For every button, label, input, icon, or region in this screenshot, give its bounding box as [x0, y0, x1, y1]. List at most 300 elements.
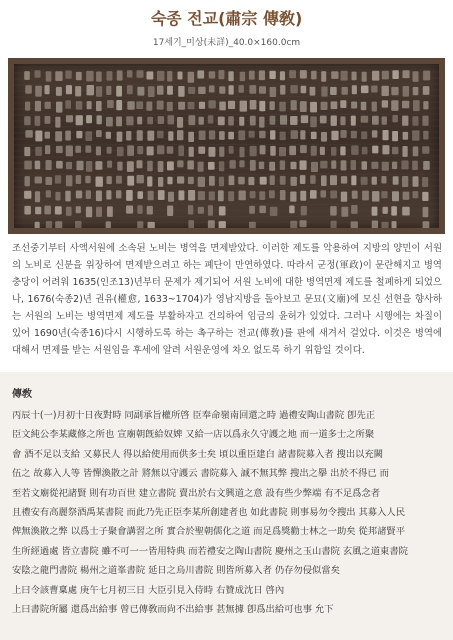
carved-glyph: [95, 161, 102, 170]
carved-glyph: [371, 162, 378, 169]
carved-glyph: [280, 176, 286, 185]
carved-glyph: [311, 71, 317, 80]
carved-glyph: [403, 192, 410, 200]
carved-glyph: [321, 175, 327, 186]
carved-glyph: [249, 222, 256, 228]
carved-glyph: [361, 86, 369, 94]
carved-glyph: [341, 160, 347, 170]
carved-glyph: [341, 192, 347, 202]
carved-glyph: [86, 207, 92, 218]
carved-glyph: [393, 176, 399, 184]
carved-glyph: [392, 115, 398, 122]
carved-glyph: [351, 102, 357, 109]
carved-glyph: [137, 117, 142, 125]
carved-glyph: [249, 206, 255, 214]
carved-glyph: [25, 130, 32, 138]
carved-glyph: [413, 71, 419, 82]
carved-glyph: [199, 117, 204, 125]
carved-glyph: [148, 222, 155, 228]
carved-glyph: [300, 191, 306, 201]
carved-glyph: [86, 190, 91, 199]
carved-glyph: [137, 130, 143, 141]
carved-glyph: [321, 102, 328, 110]
carved-glyph: [413, 146, 419, 156]
carved-glyph: [35, 116, 41, 126]
carved-glyph: [311, 162, 318, 172]
carved-glyph: [289, 146, 296, 155]
carved-glyph: [330, 175, 337, 185]
carved-glyph: [361, 102, 367, 111]
carved-glyph: [280, 115, 287, 124]
carved-glyph: [66, 85, 72, 94]
carved-glyph: [127, 85, 133, 94]
carved-glyph: [179, 190, 185, 200]
carved-glyph: [55, 175, 61, 183]
carved-glyph: [228, 101, 235, 109]
carved-glyph: [372, 177, 377, 185]
carved-glyph: [35, 191, 40, 202]
carved-glyph: [198, 87, 205, 94]
carved-glyph: [310, 102, 317, 113]
carved-glyph: [188, 205, 193, 214]
carved-glyph: [116, 190, 121, 198]
carved-glyph: [44, 206, 51, 215]
carved-glyph: [45, 102, 51, 109]
carved-glyph: [188, 115, 195, 125]
carved-glyph: [321, 71, 326, 82]
carved-glyph: [188, 102, 195, 109]
carved-glyph: [127, 101, 134, 110]
carved-glyph: [382, 162, 389, 171]
transcription-line: 至若文廟從祀諸賢 則有功百世 建立書院 賣出於右文興道之意 設有些少弊端 有不足爲念者: [12, 487, 381, 499]
carved-glyph: [188, 220, 194, 228]
carved-glyph: [279, 102, 286, 112]
carved-glyph: [423, 131, 428, 140]
carved-glyph: [259, 117, 264, 128]
carved-glyph: [260, 177, 267, 185]
carved-glyph: [45, 85, 50, 94]
carved-glyph: [209, 191, 215, 200]
carved-glyph: [412, 161, 418, 170]
carved-glyph: [250, 160, 256, 171]
carved-glyph: [198, 162, 204, 172]
carved-glyph: [270, 87, 277, 97]
carved-glyph: [107, 206, 113, 217]
carved-glyph: [320, 116, 327, 124]
carved-glyph: [107, 161, 112, 168]
carved-glyph: [331, 131, 338, 140]
carved-glyph: [351, 116, 356, 126]
transcription-line: 伍之 故募入人等 皆憚渙散之計 將無以守護云 書院募入 誠不無其弊 搜出之擧 出於不得已 而: [12, 468, 389, 480]
carved-glyph: [280, 71, 285, 80]
carved-glyph: [147, 71, 154, 79]
carved-glyph: [188, 87, 195, 94]
carved-glyph: [25, 102, 30, 111]
carved-glyph: [76, 115, 83, 125]
carved-glyph: [300, 101, 307, 112]
carved-glyph: [260, 145, 266, 154]
carved-glyph: [372, 116, 379, 125]
carved-glyph: [340, 100, 346, 108]
carved-glyph: [412, 130, 419, 140]
carved-glyph: [362, 161, 368, 170]
carved-glyph: [85, 131, 92, 141]
carved-glyph: [351, 160, 356, 170]
carved-glyph: [45, 145, 50, 154]
transcription-heading: 傳敎: [12, 389, 32, 400]
carved-glyph: [107, 71, 113, 81]
carved-glyph: [280, 85, 285, 95]
carved-glyph: [423, 221, 430, 228]
carved-glyph: [239, 85, 244, 93]
carved-glyph: [320, 147, 325, 155]
carved-glyph: [259, 191, 265, 200]
carved-glyph: [209, 176, 215, 186]
carved-glyph: [158, 190, 165, 200]
carved-glyph: [167, 86, 173, 95]
carved-glyph: [157, 131, 164, 139]
transcription-line: 俾無渙散之弊 以爲士子聚會講習之所 實合於聖朝儒化之道 而足爲獎勸士林之一助矣 從邦諸賢平: [12, 526, 405, 538]
carved-glyph: [331, 116, 337, 126]
carved-glyph: [188, 72, 195, 83]
carved-glyph: [168, 192, 174, 202]
carved-glyph: [402, 116, 408, 126]
carved-glyph: [137, 175, 144, 183]
carved-glyph: [45, 116, 51, 124]
carved-glyph: [383, 130, 389, 140]
carved-glyph: [167, 206, 173, 217]
carved-glyph: [106, 190, 111, 199]
carved-glyph: [352, 85, 357, 94]
carved-glyph: [178, 72, 183, 80]
carved-glyph: [177, 130, 183, 140]
carved-glyph: [199, 102, 205, 109]
carved-glyph: [137, 221, 143, 228]
carved-glyph: [85, 146, 91, 153]
carved-glyph: [116, 117, 122, 127]
carved-glyph: [413, 100, 420, 111]
carved-glyph: [158, 116, 164, 124]
carved-glyph: [209, 147, 216, 157]
carved-glyph: [300, 220, 307, 227]
carved-glyph: [270, 146, 275, 156]
carved-glyph: [403, 132, 409, 140]
carved-glyph: [401, 160, 408, 169]
carved-glyph: [259, 131, 266, 138]
carved-glyph: [351, 145, 358, 155]
carved-glyph: [198, 207, 204, 214]
carved-glyph: [198, 147, 205, 154]
carved-glyph: [25, 85, 32, 94]
carved-glyph: [228, 71, 233, 81]
transcription-line: 上曰書院所屬 還爲出給事 曾已傳敎而尙不出給事 甚無據 卽爲出給可也事 允下: [12, 604, 334, 616]
carved-glyph: [270, 130, 275, 139]
carved-glyph: [403, 70, 410, 78]
carved-glyph: [126, 131, 131, 141]
carved-glyph: [66, 146, 73, 157]
carved-glyph: [96, 191, 102, 202]
carved-glyph: [392, 147, 398, 155]
carved-glyph: [66, 207, 72, 216]
carved-glyph: [403, 86, 410, 97]
carved-glyph: [362, 72, 367, 82]
transcription-line: 安陰之龍門書院 楊州之道峯書院 延日之烏川書院 則皆所募入者 仍存勿侵似當矣: [12, 565, 340, 577]
carved-glyph: [230, 160, 236, 169]
carved-glyph: [106, 132, 111, 139]
carved-glyph: [24, 71, 30, 80]
carved-glyph: [372, 221, 378, 229]
carved-glyph: [147, 206, 153, 215]
carved-glyph: [392, 191, 399, 201]
carved-glyph: [219, 206, 226, 215]
carved-glyph: [330, 206, 337, 216]
carved-glyph: [372, 146, 378, 154]
carved-glyph: [178, 102, 185, 110]
transcription-lines: [12, 406, 447, 619]
carved-glyph: [351, 176, 356, 186]
carved-glyph: [372, 130, 378, 137]
carved-glyph: [107, 100, 114, 108]
carved-glyph: [188, 132, 194, 142]
carved-glyph: [24, 191, 31, 199]
artifact-photo: [8, 58, 445, 234]
carved-glyph: [147, 117, 153, 125]
carved-glyph: [250, 100, 257, 110]
carved-glyph: [45, 132, 50, 139]
carved-glyph: [76, 175, 81, 184]
carved-glyph: [371, 86, 378, 93]
carved-glyph: [391, 206, 397, 215]
carved-glyph: [35, 147, 42, 156]
carved-glyph: [96, 101, 102, 111]
carved-glyph: [147, 146, 154, 155]
carved-glyph: [55, 192, 60, 201]
carved-glyph: [413, 191, 419, 198]
carved-glyph: [167, 177, 172, 184]
carved-glyph: [65, 131, 71, 141]
carved-glyph: [127, 145, 134, 156]
page-title: 숙종 전교(肅宗 傳敎): [150, 9, 303, 28]
carved-glyph: [422, 177, 428, 187]
carved-glyph: [76, 131, 82, 138]
carved-glyph: [300, 130, 305, 139]
carved-glyph: [46, 177, 53, 185]
carved-glyph: [259, 70, 265, 80]
carved-glyph: [259, 206, 266, 214]
carved-glyph: [178, 145, 184, 156]
carved-glyph: [290, 116, 297, 125]
carved-glyph: [97, 115, 102, 124]
carved-glyph: [127, 161, 134, 172]
carved-glyph: [167, 161, 174, 170]
carved-glyph: [310, 116, 317, 127]
carved-glyph: [269, 162, 275, 171]
carved-glyph: [117, 70, 123, 80]
carved-glyph: [208, 220, 215, 228]
carved-glyph: [56, 102, 62, 113]
carved-glyph: [137, 160, 143, 168]
carved-glyph: [239, 191, 246, 201]
carved-glyph: [127, 176, 134, 186]
carved-glyph: [35, 101, 41, 111]
carved-glyph: [147, 176, 152, 186]
carved-glyph: [269, 71, 275, 79]
carved-glyph: [96, 86, 102, 97]
carved-glyph: [77, 161, 84, 171]
carved-glyph: [300, 160, 307, 170]
carved-glyph: [402, 101, 409, 109]
carved-glyph: [340, 116, 345, 125]
carved-glyph: [86, 71, 93, 82]
carved-glyph: [55, 131, 62, 141]
carved-glyph: [290, 221, 297, 228]
carved-glyph: [56, 146, 63, 153]
carved-glyph: [35, 131, 42, 142]
board-carving-illustration: [14, 64, 439, 228]
carved-glyph: [126, 190, 133, 201]
carved-glyph: [219, 161, 224, 171]
carved-glyph: [209, 71, 216, 78]
carved-glyph: [381, 222, 388, 228]
carved-glyph: [250, 146, 257, 156]
transcription-line: 上曰令該曹稟處 庚午七月初三日 大臣引見入侍時 右贊成沈日 啓內: [12, 584, 285, 596]
carved-glyph: [177, 176, 184, 183]
carved-glyph: [239, 160, 244, 167]
carved-glyph: [158, 161, 164, 172]
carved-glyph: [280, 132, 286, 141]
carved-glyph: [423, 101, 428, 109]
carved-glyph: [137, 87, 144, 96]
carved-glyph: [270, 207, 278, 216]
carved-glyph: [157, 71, 164, 81]
carved-glyph: [46, 160, 52, 170]
carved-glyph: [168, 115, 175, 124]
carved-glyph: [310, 190, 317, 199]
carved-glyph: [199, 131, 206, 141]
carved-glyph: [126, 116, 133, 125]
carved-glyph: [75, 86, 81, 96]
carved-glyph: [148, 191, 154, 201]
carved-glyph: [331, 160, 336, 168]
carved-glyph: [352, 72, 357, 81]
carved-glyph: [35, 86, 42, 97]
carved-glyph: [66, 175, 73, 186]
carved-glyph: [137, 70, 144, 78]
carved-glyph: [218, 117, 225, 126]
transcription-line: 臣文純公李某藏修之所也 宣廟朝旣給奴婢 又給一店以爲永久守護之地 而一道多士之所聚: [12, 429, 375, 441]
carved-glyph: [361, 131, 367, 139]
carved-glyph: [392, 70, 398, 79]
carved-glyph: [177, 117, 183, 128]
carved-glyph: [351, 131, 357, 138]
carved-glyph: [35, 70, 41, 77]
carved-glyph: [382, 71, 389, 80]
carved-glyph: [106, 117, 113, 127]
carved-glyph: [362, 147, 368, 155]
carved-glyph: [362, 191, 369, 201]
carved-glyph: [167, 146, 174, 154]
carved-glyph: [167, 102, 173, 111]
carved-glyph: [65, 191, 70, 202]
carved-glyph: [117, 132, 123, 142]
carved-glyph: [382, 145, 389, 154]
carved-glyph: [106, 86, 111, 95]
carved-glyph: [187, 160, 194, 169]
carved-glyph: [35, 222, 40, 228]
carved-glyph: [24, 147, 30, 156]
carved-glyph: [320, 161, 327, 169]
carved-glyph: [391, 100, 398, 111]
carved-glyph: [189, 147, 194, 157]
carved-glyph: [361, 177, 368, 185]
carved-glyph: [75, 221, 82, 228]
carved-glyph: [229, 85, 234, 94]
carved-glyph: [25, 176, 30, 186]
carved-glyph: [219, 147, 224, 157]
carved-glyph: [107, 176, 112, 184]
carved-glyph: [422, 146, 429, 153]
carved-glyph: [392, 162, 397, 170]
carved-glyph: [198, 191, 205, 200]
carved-glyph: [116, 86, 122, 97]
carved-glyph: [157, 145, 164, 154]
carved-glyph: [413, 176, 419, 187]
carved-glyph: [96, 130, 102, 137]
carved-glyph: [178, 86, 184, 97]
carved-glyph: [423, 207, 429, 217]
carved-glyph: [240, 147, 245, 157]
carved-glyph: [24, 116, 30, 125]
carved-glyph: [341, 130, 347, 138]
carved-glyph: [158, 177, 163, 187]
carved-glyph: [136, 101, 143, 109]
carved-glyph: [341, 207, 348, 217]
carved-glyph: [402, 176, 408, 187]
carved-glyph: [228, 132, 234, 140]
carved-glyph: [351, 205, 357, 214]
carved-glyph: [300, 175, 306, 184]
carved-glyph: [96, 207, 102, 217]
carved-glyph: [24, 206, 31, 215]
carved-glyph: [321, 190, 327, 197]
carved-glyph: [87, 85, 95, 95]
carved-glyph: [372, 191, 379, 202]
carved-glyph: [381, 176, 386, 184]
carved-glyph: [35, 161, 41, 170]
carved-glyph: [342, 87, 348, 95]
carved-glyph: [65, 71, 71, 79]
carved-glyph: [392, 131, 398, 141]
carved-glyph: [413, 87, 419, 95]
carved-glyph: [76, 206, 81, 213]
carved-glyph: [331, 147, 337, 156]
carved-glyph: [341, 176, 347, 184]
carved-glyph: [66, 162, 72, 169]
carved-glyph: [228, 191, 234, 201]
carved-glyph: [106, 221, 111, 228]
carved-glyph: [76, 191, 82, 199]
carved-glyph: [76, 101, 83, 110]
carved-glyph: [35, 177, 42, 184]
carved-glyph: [402, 146, 407, 157]
carved-glyph: [238, 130, 245, 140]
carved-glyph: [87, 101, 92, 109]
carved-glyph: [290, 85, 297, 93]
carved-glyph: [55, 71, 62, 81]
carved-glyph: [46, 190, 51, 197]
carved-glyph: [290, 192, 296, 202]
carved-glyph: [372, 102, 377, 112]
